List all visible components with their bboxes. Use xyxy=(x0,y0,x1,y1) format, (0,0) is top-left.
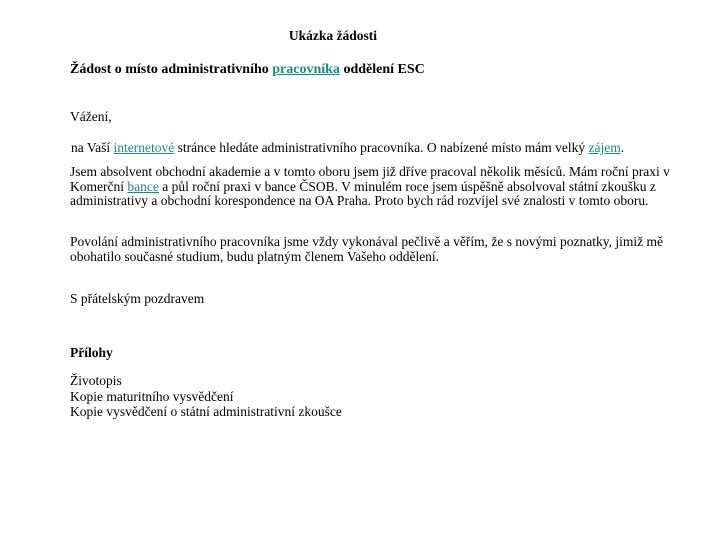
closing: S přátelským pozdravem xyxy=(70,291,205,306)
greeting: Vážení, xyxy=(70,109,112,124)
paragraph-2-text-b: a půl roční praxi v bance ČSOB. V minulém roce jsem úspěšně absolvoval státní zkoušku z administrativy a obchodní korespondence na OA Praha. Proto bych rád rozvíjel své znalosti v tomto oboru. xyxy=(70,178,656,208)
paragraph-1-text-c: . xyxy=(620,140,625,155)
document-title: Ukázka žádosti xyxy=(288,28,378,43)
attachments-list xyxy=(70,373,342,420)
subject-line xyxy=(70,62,425,78)
paragraph-2-text-a: Jsem absolvent obchodní akademie a v tomto oboru jsem již dříve pracoval několik měsíců. Mám roční praxi v Komerční xyxy=(70,164,670,194)
paragraph-2 xyxy=(70,165,670,209)
attachment-item: Kopie maturitního vysvědčení xyxy=(70,388,234,404)
paragraph-1-text-a: na Vaší xyxy=(71,140,114,155)
subject-text-before: Žádost o místo administrativního xyxy=(70,62,273,77)
paragraph-3: Povolání administrativního pracovníka jsme vždy vykonával pečlivě a věřím, že s novými poznatky, jimiž mě obohatilo současné studium, budu platným členem Vašeho oddělení. xyxy=(70,234,663,264)
link-zajem[interactable]: zájem xyxy=(588,140,621,155)
subject-link-pracovnika[interactable]: pracovníka xyxy=(272,62,340,77)
attachment-item: Životopis xyxy=(70,373,122,388)
link-internetove[interactable]: internetové xyxy=(113,140,175,155)
attachments-title: Přílohy xyxy=(70,345,113,360)
attachment-item: Kopie vysvědčení o státní administrativní zkoušce xyxy=(70,404,342,419)
link-bance[interactable]: bance xyxy=(127,178,159,194)
paragraph-1-text-b: stránce hledáte administrativního pracovníka. O nabízené místo mám velký xyxy=(174,140,589,155)
paragraph-1 xyxy=(71,140,624,156)
subject-text-after: oddělení ESC xyxy=(339,62,425,77)
